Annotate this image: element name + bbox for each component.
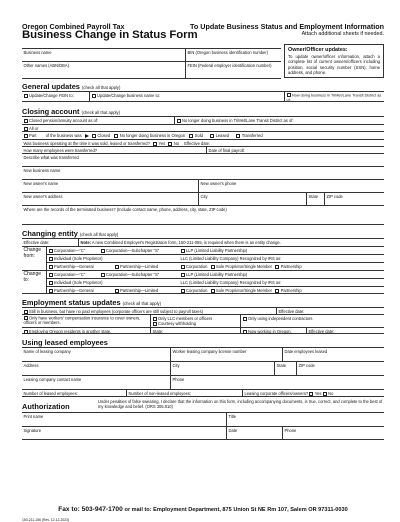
change-to-label: Change to: bbox=[23, 271, 42, 283]
change-from-options bbox=[46, 247, 384, 270]
from-llc-partnership-label: Partnership bbox=[280, 264, 302, 269]
owner-officer-box bbox=[284, 44, 384, 78]
transit-option[interactable] bbox=[284, 92, 384, 101]
contact-name-field[interactable] bbox=[22, 376, 170, 389]
from-corp-s-checkbox[interactable] bbox=[101, 249, 105, 253]
leasing-zip-label: ZIP code bbox=[298, 363, 315, 368]
final-payroll-label: Date of final payroll: bbox=[208, 148, 245, 153]
to-llc-corporation-label: Corporation bbox=[186, 288, 208, 293]
new-owner-address-field[interactable] bbox=[22, 193, 198, 205]
now-working-date-field[interactable] bbox=[306, 328, 384, 333]
new-business-name-label: New business name bbox=[23, 168, 61, 173]
leasing-license-field[interactable] bbox=[170, 348, 282, 361]
only-llc-checkbox[interactable] bbox=[153, 317, 157, 321]
new-owner-city-label: City bbox=[200, 194, 208, 199]
update-name-label: Update/Change business name to: bbox=[97, 93, 161, 98]
sold-effective-date-label: Effective date: bbox=[184, 141, 211, 146]
from-individual-checkbox[interactable] bbox=[49, 257, 53, 261]
date-leased-field[interactable] bbox=[282, 348, 384, 361]
print-name-field[interactable] bbox=[22, 413, 226, 426]
entity-effective-date-label: Effective date: bbox=[23, 240, 50, 245]
entity-hint: (check all that apply) bbox=[79, 232, 119, 237]
records-label: Where are the records of the terminated business? (Include contact name, phone, address, city, state, ZIP code) bbox=[23, 207, 227, 212]
entity-effective-date-field[interactable] bbox=[22, 239, 78, 246]
from-llc-label: LLC (Limited Liability Company) Recognized by IRS as: bbox=[180, 256, 282, 261]
leasing-company-field[interactable] bbox=[22, 348, 170, 361]
number-leased-label: Number of leased employees: bbox=[23, 391, 78, 396]
officers-yes-checkbox[interactable] bbox=[309, 392, 313, 396]
other-names-field[interactable] bbox=[22, 62, 185, 78]
from-corp-c-label: Corporation—"C" bbox=[54, 248, 86, 253]
general-heading: General updates bbox=[22, 82, 80, 91]
fein-field[interactable] bbox=[185, 62, 281, 78]
from-partnership-limited-checkbox[interactable] bbox=[115, 265, 119, 269]
now-working-date-label: Effective date: bbox=[308, 329, 335, 334]
closed-pension-checkbox[interactable] bbox=[24, 119, 28, 123]
employees-transferred-label: How many employees were transferred? bbox=[23, 148, 97, 153]
all-option[interactable] bbox=[22, 125, 384, 131]
now-working-option[interactable] bbox=[240, 328, 306, 333]
all-label: All or bbox=[29, 126, 39, 131]
to-individual-checkbox[interactable] bbox=[49, 281, 53, 285]
employing-oregon-label: Employing Oregon residents in another state. bbox=[29, 329, 112, 334]
closed-pension-option[interactable] bbox=[22, 117, 174, 124]
entity-note-bold: Note: bbox=[80, 240, 91, 245]
new-owner-phone-label: New owner's phone bbox=[200, 181, 237, 186]
auth-declaration: Under penalties of false swearing, I declare that the information on this form, including accompanying documents, is true, correct, and complete to the best of my knowledge and belief. (ORS 305.810) bbox=[98, 399, 383, 409]
authorization-fields bbox=[22, 412, 384, 440]
entity-note bbox=[78, 239, 384, 246]
no-longer-oregon-checkbox[interactable] bbox=[114, 134, 118, 138]
other-names-label: Other names (ABN/DBA) bbox=[23, 63, 69, 68]
sold-yes-label: Yes bbox=[158, 141, 166, 146]
number-leased-field[interactable] bbox=[22, 390, 126, 396]
to-partnership-limited-checkbox[interactable] bbox=[115, 289, 119, 293]
to-corp-s-label: Corporation—Subchapter "S" bbox=[106, 272, 160, 277]
courtesy-label: Courtesy withholding bbox=[158, 321, 197, 327]
auth-title-field[interactable] bbox=[226, 413, 384, 426]
from-corp-c-checkbox[interactable] bbox=[49, 249, 53, 253]
to-partnership-general-label: Partnership—General bbox=[54, 288, 94, 293]
update-name-checkbox[interactable] bbox=[92, 94, 96, 98]
update-name-option[interactable] bbox=[89, 92, 284, 101]
closing-heading: Closing account bbox=[22, 107, 80, 116]
courtesy-checkbox[interactable] bbox=[153, 322, 157, 326]
signature-label: Signature bbox=[23, 428, 42, 433]
authorization-section bbox=[22, 400, 384, 411]
auth-heading: Authorization bbox=[22, 402, 70, 411]
business-name-field[interactable] bbox=[22, 49, 185, 61]
transit-label: Now doing business in TriMet/Lane Transit District as of: bbox=[286, 93, 382, 102]
new-owner-zip-label: ZIP code bbox=[326, 194, 343, 199]
new-owner-phone-field[interactable] bbox=[198, 180, 384, 192]
describe-field[interactable] bbox=[22, 154, 384, 166]
change-to-options bbox=[46, 271, 384, 293]
auth-phone-field[interactable] bbox=[282, 427, 384, 439]
business-name-label: Business name bbox=[23, 50, 52, 55]
sold-question-row bbox=[22, 140, 384, 146]
state-label: State: bbox=[152, 329, 164, 334]
from-llc-sole-label: Sole Proprietor/Single Member bbox=[216, 264, 273, 269]
leasing-company-label: Name of leasing company bbox=[23, 349, 71, 354]
general-hint: (check all that apply) bbox=[81, 85, 121, 90]
state-field[interactable] bbox=[150, 328, 240, 333]
part-checkbox[interactable] bbox=[24, 134, 28, 138]
employment-effective-date-label: Effective date: bbox=[278, 309, 305, 314]
employment-status-section bbox=[22, 298, 384, 334]
from-partnership-general-checkbox[interactable] bbox=[49, 265, 53, 269]
all-checkbox[interactable] bbox=[24, 127, 28, 131]
only-independent-label: Only using independent contractors bbox=[248, 316, 313, 321]
closed-label: Closed bbox=[97, 133, 111, 138]
to-llc-partnership-label: Partnership bbox=[280, 288, 302, 293]
transit-checkbox[interactable] bbox=[287, 93, 291, 97]
officers-no-checkbox[interactable] bbox=[323, 392, 327, 396]
new-owner-state-label: State bbox=[308, 194, 319, 199]
fax-instructions bbox=[22, 506, 384, 513]
of-business-label: of the business was bbox=[45, 133, 82, 138]
from-llc-corporation-label: Corporation bbox=[186, 264, 208, 269]
now-working-checkbox[interactable] bbox=[243, 330, 247, 334]
employees-transferred-field[interactable] bbox=[22, 147, 206, 153]
still-in-business-label: Still in business, but have no paid employees (corporate officers are still subject to payroll taxes) bbox=[29, 309, 203, 314]
employment-heading: Employment status updates bbox=[22, 298, 121, 307]
from-llp-checkbox[interactable] bbox=[181, 249, 185, 253]
leasing-city-label: City bbox=[172, 363, 180, 368]
leased-checkbox[interactable] bbox=[210, 134, 214, 138]
owner-officer-body: To update owner/officer information, attach a complete list of current owners/officers including position, social security number (SSN), home address, and phone. bbox=[288, 54, 380, 75]
bin-label: BIN (Oregon business identification number) bbox=[187, 50, 269, 55]
right-title: To Update Business Status and Employment Information bbox=[190, 22, 384, 31]
form-number: 150-211-156 (Rev. 12-12-2023) bbox=[22, 518, 70, 522]
form-title: Business Change in Status Form bbox=[22, 29, 198, 41]
print-name-label: Print name bbox=[23, 414, 44, 419]
closing-hint: (check all that apply) bbox=[81, 110, 120, 115]
to-corp-c-checkbox[interactable] bbox=[49, 273, 53, 277]
sold-yes-checkbox[interactable] bbox=[153, 142, 157, 146]
leasing-city-field[interactable] bbox=[170, 362, 274, 375]
llc-courtesy-options bbox=[150, 315, 240, 327]
records-field[interactable] bbox=[22, 206, 384, 224]
auth-title-label: Title bbox=[228, 414, 237, 419]
leasing-phone-label: Phone bbox=[172, 377, 185, 382]
employing-oregon-option[interactable] bbox=[22, 328, 150, 333]
leasing-state-field[interactable] bbox=[274, 362, 296, 375]
to-llp-label: LLP (Limited Liability Partnership) bbox=[186, 272, 248, 277]
contact-name-label: Leasing company contact name bbox=[23, 377, 82, 382]
entity-heading: Changing entity bbox=[22, 229, 78, 238]
sold-question-label: Was business operating at the time it was sold, leased or transferred? bbox=[23, 141, 150, 146]
officers-owners-label: Leasing corporate officers/owners? bbox=[244, 391, 309, 396]
to-llc-sole-checkbox[interactable] bbox=[211, 289, 215, 293]
bin-field[interactable] bbox=[185, 49, 281, 61]
date-leased-label: Date employees leased bbox=[284, 349, 328, 354]
sold-checkbox[interactable] bbox=[189, 134, 193, 138]
closed-checkbox[interactable] bbox=[92, 134, 96, 138]
owner-officer-heading: Owner/Officer updates: bbox=[288, 47, 348, 53]
mail-address: or mail to: Employment Department, 875 Union St NE Rm 107, Salem OR 97311-0030 bbox=[124, 507, 348, 513]
only-independent-option[interactable] bbox=[240, 315, 384, 327]
employing-oregon-checkbox[interactable] bbox=[24, 330, 28, 334]
to-corp-c-label: Corporation—"C" bbox=[54, 272, 86, 277]
from-partnership-general-label: Partnership—General bbox=[54, 264, 94, 269]
new-owner-state-field[interactable] bbox=[306, 193, 324, 205]
transferred-checkbox[interactable] bbox=[236, 134, 240, 138]
changing-entity-section bbox=[22, 229, 384, 294]
part-label: Part bbox=[29, 133, 37, 138]
number-non-leased-field[interactable] bbox=[126, 390, 242, 396]
to-llc-corporation-checkbox[interactable] bbox=[181, 289, 185, 293]
entity-note-text: A new Combined Employer's Registration form, 150-211-055, is required when there is an entity change. bbox=[91, 240, 281, 245]
officers-no-label: No bbox=[328, 391, 334, 396]
to-corp-s-checkbox[interactable] bbox=[101, 273, 105, 277]
from-llc-sole-checkbox[interactable] bbox=[211, 265, 215, 269]
update-fein-option[interactable] bbox=[22, 92, 89, 101]
leased-label: Leased bbox=[215, 133, 230, 138]
describe-label: Describe what was transferred bbox=[23, 155, 79, 160]
no-longer-trimet-option[interactable] bbox=[174, 117, 384, 124]
no-longer-trimet-checkbox[interactable] bbox=[177, 119, 181, 123]
sold-no-checkbox[interactable] bbox=[168, 142, 172, 146]
only-comp-label: Only have workers' compensation insurance to cover owners, officers or members. bbox=[23, 315, 141, 325]
to-partnership-general-checkbox[interactable] bbox=[49, 289, 53, 293]
only-comp-option[interactable] bbox=[22, 315, 150, 327]
from-llc-corporation-checkbox[interactable] bbox=[181, 265, 185, 269]
still-in-business-option[interactable] bbox=[22, 308, 276, 314]
leased-heading: Using leased employees bbox=[22, 338, 108, 347]
no-longer-trimet-label: No longer doing business in TriMet/Lane Transit District as of: bbox=[182, 118, 294, 123]
fax-number: Fax to: 503-947-1700 bbox=[58, 506, 123, 513]
right-subtitle: Attach additional sheets if needed. bbox=[301, 31, 384, 37]
change-from-label: Change from: bbox=[23, 247, 42, 259]
leasing-phone-field[interactable] bbox=[170, 376, 384, 389]
employment-effective-date-field[interactable] bbox=[276, 308, 384, 314]
sold-no-label: No bbox=[173, 141, 180, 146]
new-owner-address-label: New owner's address bbox=[23, 194, 63, 199]
closed-pension-label: Closed pension/annuity account as of: bbox=[29, 118, 99, 123]
leasing-state-label: State bbox=[276, 363, 287, 368]
general-updates-section bbox=[22, 82, 384, 102]
only-llc-label: Only LLC members or officers bbox=[158, 316, 213, 321]
number-non-leased-label: Number of non-leased employees: bbox=[128, 391, 192, 396]
new-owner-name-label: New owner's name bbox=[23, 181, 59, 186]
no-longer-oregon-label: No longer doing business in Oregon bbox=[119, 133, 186, 138]
from-llp-label: LLP (Limited Liability Partnership) bbox=[186, 248, 248, 253]
leased-employees-section bbox=[22, 338, 384, 397]
closing-account-section bbox=[22, 107, 384, 225]
from-corp-s-label: Corporation—Subchapter "S" bbox=[106, 248, 160, 253]
still-in-business-checkbox[interactable] bbox=[24, 310, 28, 314]
new-owner-city-field[interactable] bbox=[198, 193, 306, 205]
from-individual-label: Individual (Sole Proprietor) bbox=[54, 256, 103, 261]
leasing-zip-field[interactable] bbox=[296, 362, 384, 375]
arrow-right-icon bbox=[85, 134, 89, 138]
to-partnership-limited-label: Partnership—Limited bbox=[120, 288, 159, 293]
now-working-label: Now working in Oregon. bbox=[248, 329, 292, 334]
update-fein-label: Update/Change FEIN to: bbox=[29, 93, 74, 98]
auth-phone-label: Phone bbox=[284, 428, 297, 433]
new-owner-zip-field[interactable] bbox=[324, 193, 384, 205]
leasing-license-label: Worker leasing company license number bbox=[172, 349, 247, 354]
final-payroll-field[interactable] bbox=[206, 147, 384, 153]
to-llc-sole-label: Sole Proprietor/Single Member bbox=[216, 288, 273, 293]
to-individual-label: Individual (Sole Proprietor) bbox=[54, 280, 103, 285]
to-llc-label: LLC (Limited Liability Company) Recognized by IRS as: bbox=[180, 280, 282, 285]
auth-date-field[interactable] bbox=[226, 427, 282, 439]
officers-owners-row bbox=[242, 390, 384, 396]
employment-hint: (check all that apply) bbox=[122, 301, 162, 306]
only-independent-checkbox[interactable] bbox=[243, 317, 247, 321]
business-fields bbox=[22, 48, 281, 79]
officers-yes-label: Yes bbox=[314, 391, 322, 396]
transferred-label: Transferred bbox=[241, 133, 263, 138]
new-owner-name-field[interactable] bbox=[22, 180, 198, 192]
form-page bbox=[22, 22, 384, 522]
signature-field[interactable] bbox=[22, 427, 226, 439]
new-business-name-field[interactable] bbox=[22, 167, 384, 179]
fein-label: FEIN (Federal employer identification number) bbox=[187, 63, 272, 68]
leasing-address-field[interactable] bbox=[22, 362, 170, 375]
auth-date-label: Date bbox=[228, 428, 238, 433]
sold-label: Sold bbox=[194, 133, 203, 138]
leasing-address-label: Address bbox=[23, 363, 39, 368]
update-fein-checkbox[interactable] bbox=[24, 94, 28, 98]
from-llc-partnership-checkbox[interactable] bbox=[275, 265, 279, 269]
agency-line: Oregon Combined Payroll Tax bbox=[22, 22, 125, 31]
to-llc-partnership-checkbox[interactable] bbox=[275, 289, 279, 293]
to-llp-checkbox[interactable] bbox=[181, 273, 185, 277]
business-was-row bbox=[22, 132, 384, 139]
from-partnership-limited-label: Partnership—Limited bbox=[120, 264, 159, 269]
